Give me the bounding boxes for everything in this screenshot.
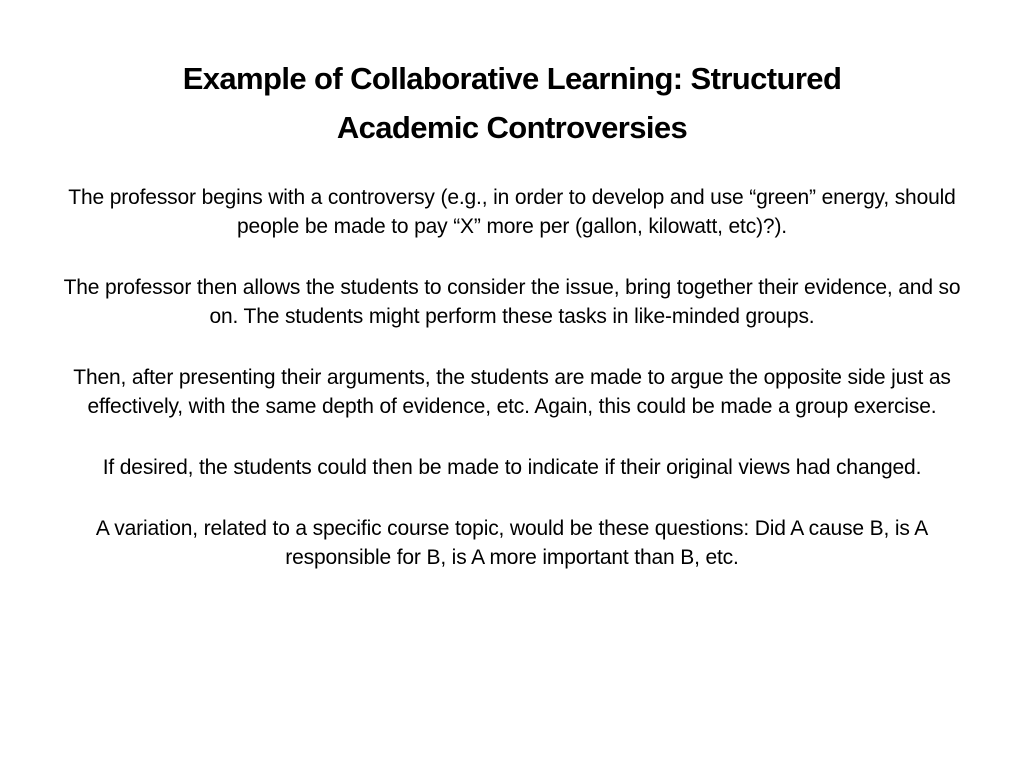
slide-title: Example of Collaborative Learning: Structured Academic Controversies [182,61,842,145]
body-paragraph-1: The professor begins with a controversy (e.g., in order to develop and use “green” energy, should people be made to pay “X” more per (gallon, kilowatt, etc)?). [68,186,956,238]
body-paragraph-3: Then, after presenting their arguments, the students are made to argue the opposite side just as effectively, with the same depth of evidence, etc. Again, this could be made a group exercise. [73,366,951,418]
body-paragraph-2: The professor then allows the students to consider the issue, bring together their evidence, and so on. The students might perform these tasks in like-minded groups. [63,276,961,328]
body-paragraph-5: A variation, related to a specific course topic, would be these questions: Did A cause B, is A responsible for B, is A more important than B, etc. [95,517,929,569]
slide-body [60,183,964,572]
body-paragraph-4: If desired, the students could then be made to indicate if their original views had changed. [102,456,922,479]
